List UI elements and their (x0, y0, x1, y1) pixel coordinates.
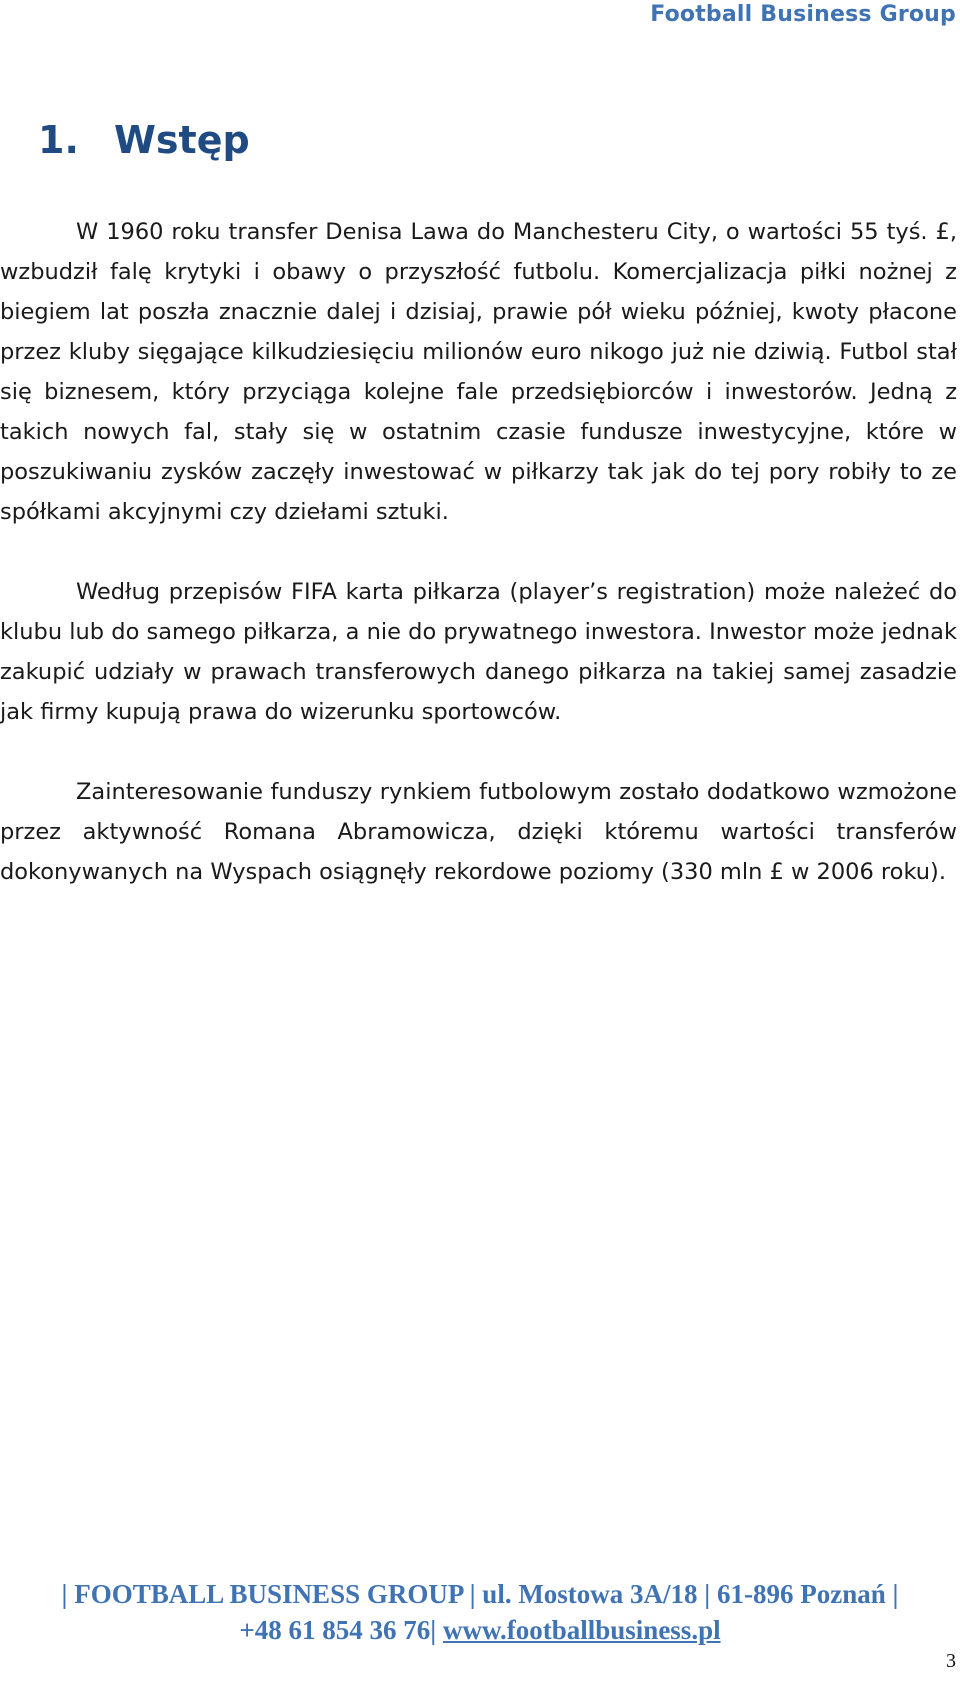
header-brand: Football Business Group (650, 2, 956, 27)
footer-website-link[interactable]: www.footballbusiness.pl (443, 1615, 721, 1645)
footer-contact (0, 1612, 960, 1648)
footer-phone: +48 61 854 36 76| (239, 1615, 437, 1645)
paragraph: Według przepisów FIFA karta piłkarza (player’s registration) może należeć do klubu lub do samego piłkarza, a nie do prywatnego inwestora. Inwestor może jednak zakupić udziały w prawach transferowych danego piłkarza na takiej samej zasadzie jak firmy kupują prawa do wizerunku sportowców. (0, 579, 957, 725)
body-content (0, 212, 957, 932)
paragraph: W 1960 roku transfer Denisa Lawa do Manchesteru City, o wartości 55 tyś. £, wzbudził falę krytyki i obawy o przyszłość futbolu. Komercjalizacja piłki nożnej z biegiem lat poszła znacznie dalej i dzisiaj, prawie pół wieku później, kwoty płacone przez kluby sięgające kilkudziesięciu milionów euro nikogo już nie dziwią. Futbol stał się biznesem, który przyciąga kolejne fale przedsiębiorców i inwestorów. Jedną z takich nowych fal, stały się w ostatnim czasie fundusze inwestycyjne, które w poszukiwaniu zysków zaczęły inwestować w piłkarzy tak jak do tej pory robiły to ze spółkami akcyjnymi czy dziełami sztuki. (0, 219, 957, 525)
page-number: 3 (946, 1650, 956, 1672)
section-heading (38, 118, 250, 162)
paragraph: Zainteresowanie funduszy rynkiem futbolowym zostało dodatkowo wzmożone przez aktywność Romana Abramowicza, dzięki któremu wartości transferów dokonywanych na Wyspach osiągnęły rekordowe poziomy (330 mln £ w 2006 roku). (0, 779, 957, 885)
section-number: 1. (38, 118, 79, 162)
page-footer (0, 1576, 960, 1648)
footer-address: | FOOTBALL BUSINESS GROUP | ul. Mostowa 3A/18 | 61-896 Poznań | (61, 1579, 899, 1609)
section-title: Wstęp (114, 118, 250, 162)
